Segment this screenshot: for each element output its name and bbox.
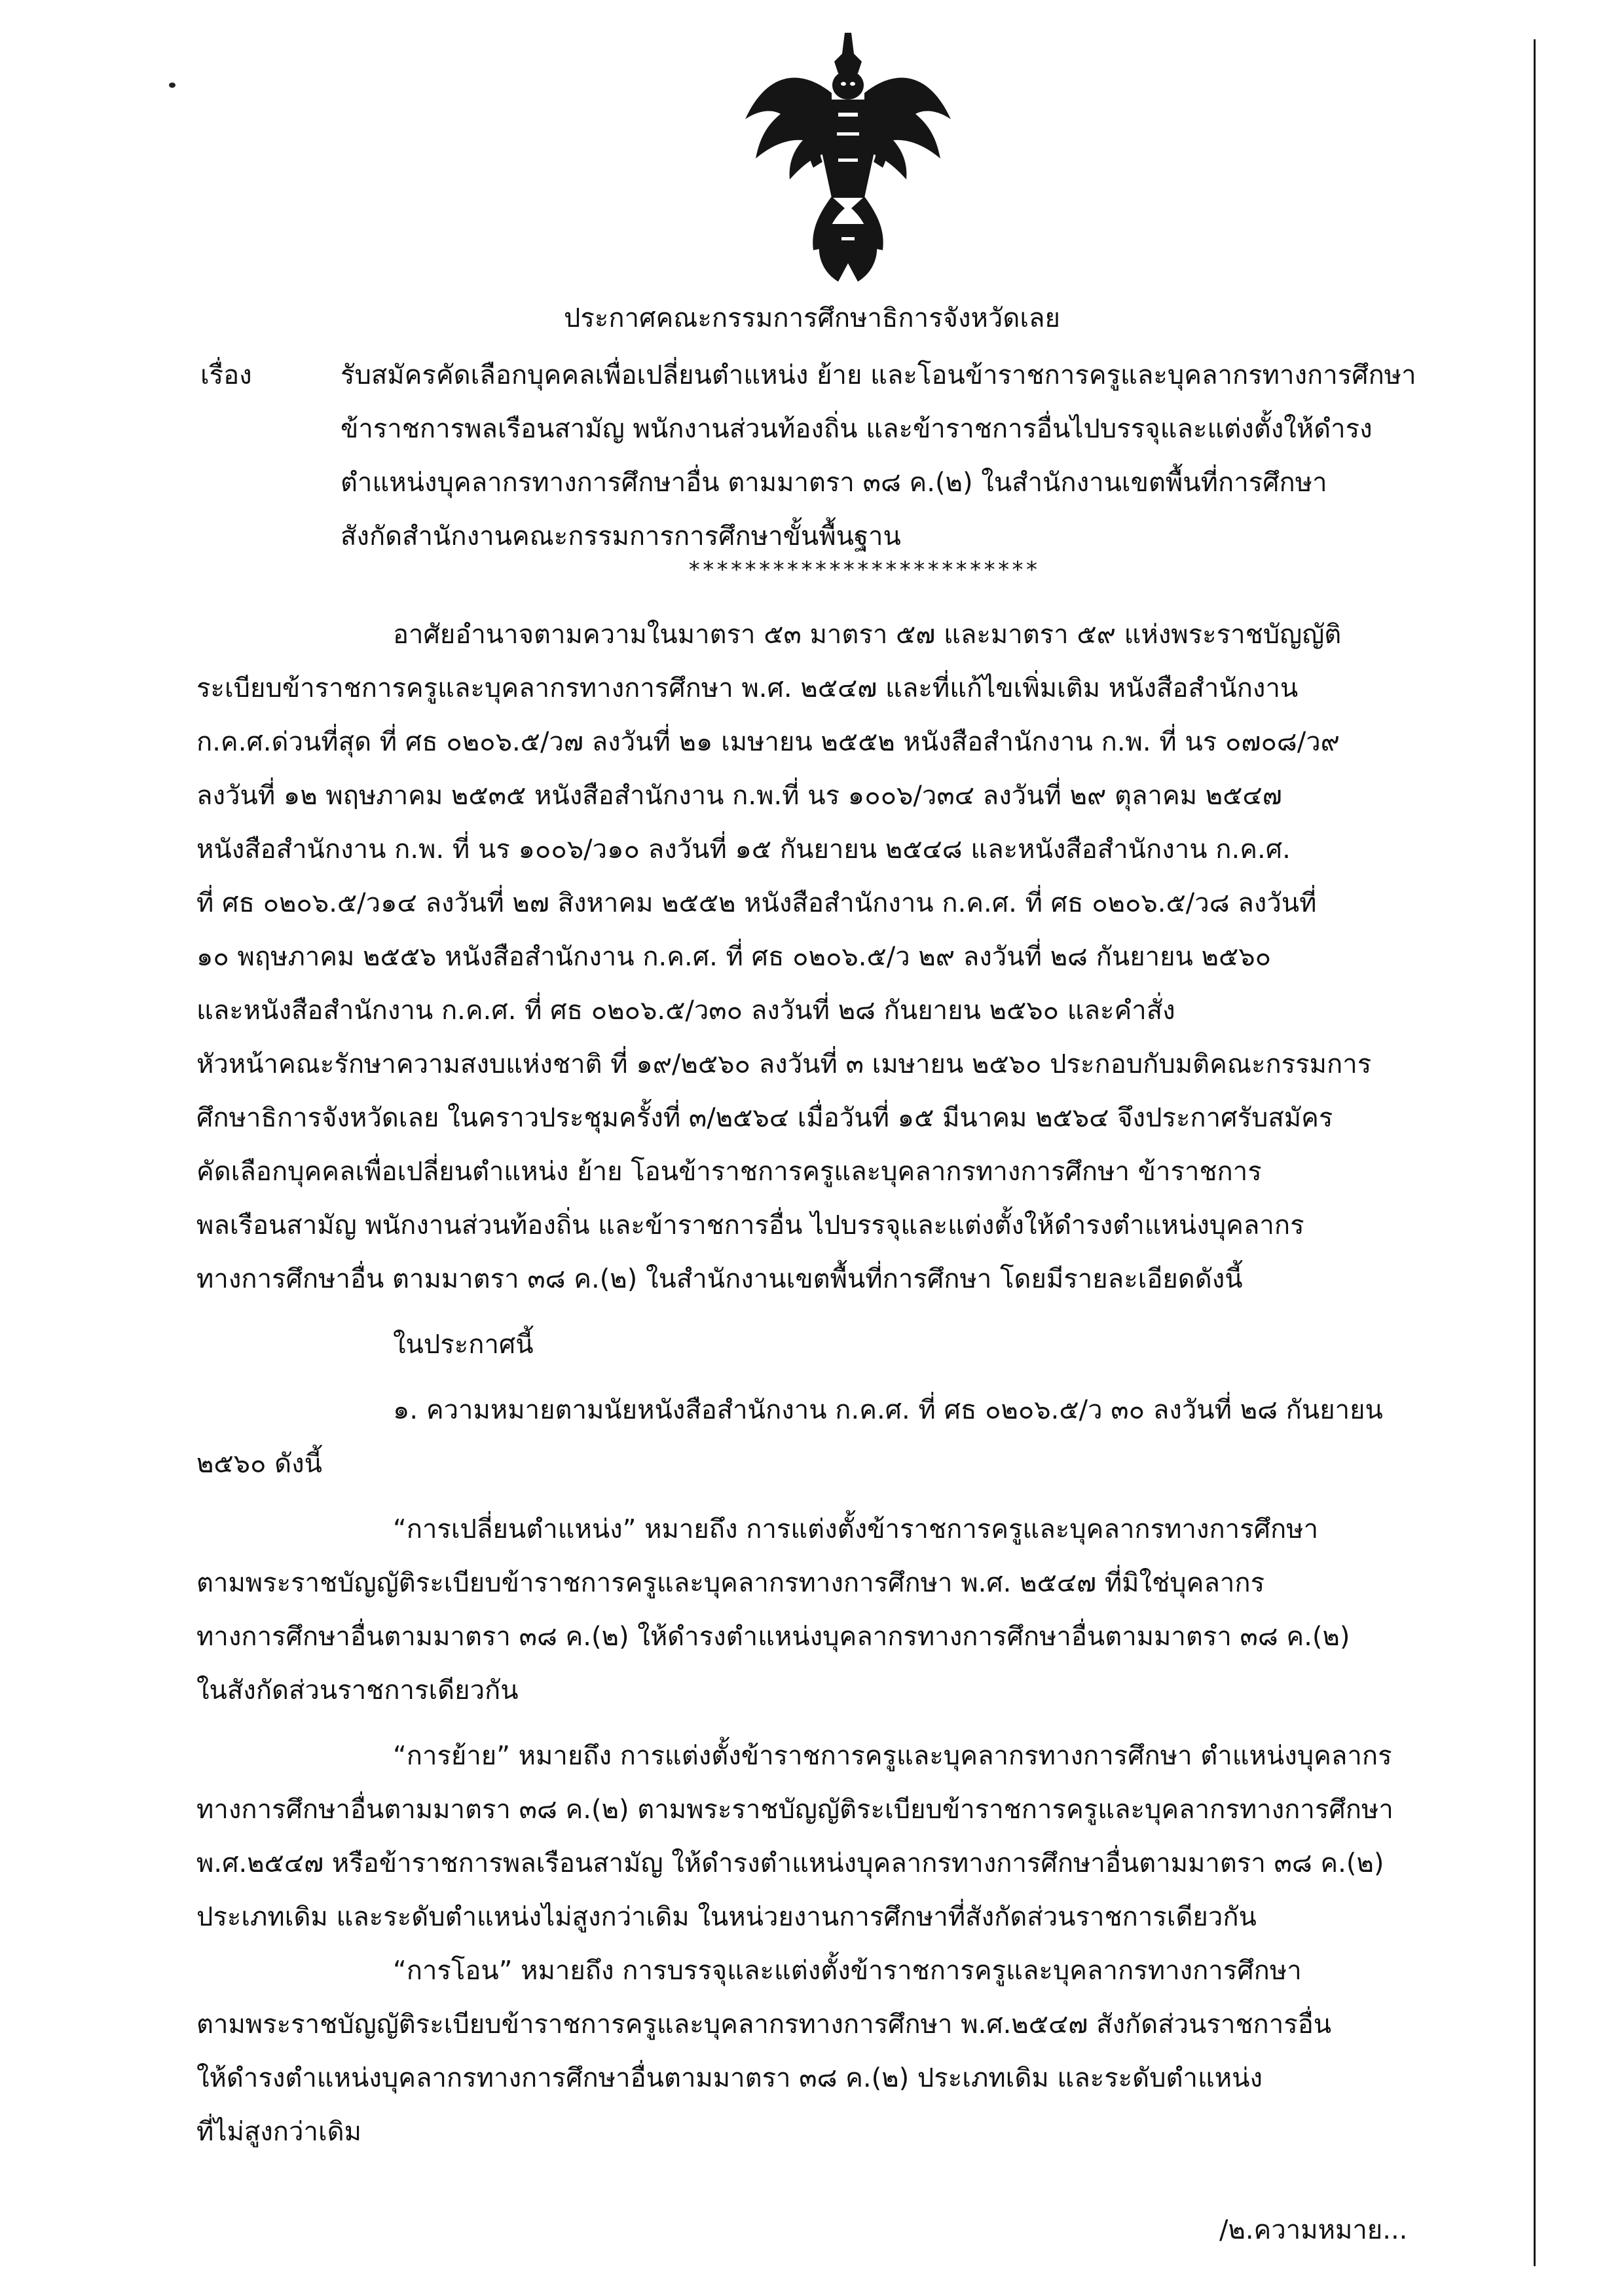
definition-line: “การย้าย” หมายถึง การแต่งตั้งข้าราชการครูและบุคลากรทางการศึกษา ตำแหน่งบุคลากร: [393, 1741, 1392, 1771]
definition-line: “การเปลี่ยนตำแหน่ง” หมายถึง การแต่งตั้งข้าราชการครูและบุคลากรทางการศึกษา: [393, 1514, 1319, 1544]
definition-line: ในสังกัดส่วนราชการเดียวกัน: [196, 1675, 519, 1706]
preamble-line: ทางการศึกษาอื่น ตามมาตรา ๓๘ ค.(๒) ในสำนักงานเขตพื้นที่การศึกษา โดยมีรายละเอียดดังนี้: [196, 1264, 1243, 1294]
subject-line: ข้าราชการพลเรือนสามัญ พนักงานส่วนท้องถิ่น และข้าราชการอื่นไปบรรจุและแต่งตั้งให้ดำรง: [341, 414, 1373, 444]
subject-label: เรื่อง: [200, 360, 252, 390]
subject-line: ตำแหน่งบุคลากรทางการศึกษาอื่น ตามมาตรา ๓๘ ค.(๒) ในสำนักงานเขตพื้นที่การศึกษา: [341, 468, 1327, 498]
subject-text: [341, 348, 1506, 563]
separator-stars: *************************: [688, 557, 1039, 583]
scan-speck: [169, 83, 175, 88]
definition-line: ทางการศึกษาอื่นตามมาตรา ๓๘ ค.(๒) ให้ดำรงตำแหน่งบุคลากรทางการศึกษาอื่นตามมาตรา ๓๘ ค.(๒): [196, 1622, 1350, 1652]
preamble-line: ระเบียบข้าราชการครูและบุคลากรทางการศึกษา พ.ศ. ๒๕๔๗ และที่แก้ไขเพิ่มเติม หนังสือสำนักงาน: [196, 673, 1299, 703]
definition-line: ที่ไม่สูงกว่าเดิม: [196, 2117, 361, 2147]
definition-line: ตามพระราชบัญญัติระเบียบข้าราชการครูและบุคลากรทางการศึกษา พ.ศ.๒๕๔๗ สังกัดส่วนราชการอื่น: [196, 2009, 1332, 2040]
preamble-line: หัวหน้าคณะรักษาความสงบแห่งชาติ ที่ ๑๙/๒๕๖๐ ลงวันที่ ๓ เมษายน ๒๕๖๐ ประกอบกับมติคณะกรรมการ: [196, 1049, 1372, 1079]
document-body: [196, 608, 1447, 2159]
subject-line: รับสมัครคัดเลือกบุคคลเพื่อเปลี่ยนตำแหน่ง ย้าย และโอนข้าราชการครูและบุคลากรทางการศึกษา: [341, 360, 1416, 390]
preamble-line: ศึกษาธิการจังหวัดเลย ในคราวประชุมครั้งที่ ๓/๒๕๖๔ เมื่อวันที่ ๑๕ มีนาคม ๒๕๖๔ จึงประกาศรับสมัคร: [196, 1103, 1333, 1133]
item-line: ๒๕๖๐ ดังนี้: [196, 1449, 323, 1479]
document-title: ประกาศคณะกรรมการศึกษาธิการจังหวัดเลย: [564, 303, 1060, 333]
preamble-line: อาศัยอำนาจตามความในมาตรา ๕๓ มาตรา ๕๗ และมาตรา ๕๙ แห่งพระราชบัญญัติ: [393, 620, 1342, 650]
preamble-line: คัดเลือกบุคคลเพื่อเปลี่ยนตำแหน่ง ย้าย โอนข้าราชการครูและบุคลากรทางการศึกษา ข้าราชการ: [196, 1157, 1262, 1187]
preamble-line: พลเรือนสามัญ พนักงานส่วนท้องถิ่น และข้าราชการอื่น ไปบรรจุและแต่งตั้งให้ดำรงตำแหน่งบุคลากร: [196, 1210, 1304, 1241]
garuda-emblem: [740, 28, 956, 283]
definition-line: ประเภทเดิม และระดับตำแหน่งไม่สูงกว่าเดิม ในหน่วยงานการศึกษาที่สังกัดส่วนราชการเดียวกัน: [196, 1902, 1257, 1932]
section-intro: ในประกาศนี้: [393, 1330, 534, 1360]
preamble-line: ก.ค.ศ.ด่วนที่สุด ที่ ศธ ๐๒๐๖.๕/ว๗ ลงวันที่ ๒๑ เมษายน ๒๕๕๒ หนังสือสำนักงาน ก.พ. ที่ นร ๐๗๐๘/ว๙: [196, 727, 1340, 757]
definition-line: ตามพระราชบัญญัติระเบียบข้าราชการครูและบุคลากรทางการศึกษา พ.ศ. ๒๕๔๗ ที่มิใช่บุคลากร: [196, 1568, 1265, 1598]
subject-line: สังกัดสำนักงานคณะกรรมการการศึกษาขั้นพื้นฐาน: [341, 521, 901, 551]
page-edge-line: [1534, 39, 1536, 2266]
preamble-line: ที่ ศธ ๐๒๐๖.๕/ว๑๔ ลงวันที่ ๒๗ สิงหาคม ๒๕๕๒ หนังสือสำนักงาน ก.ค.ศ. ที่ ศธ ๐๒๐๖.๕/ว๘ ลงวันที่: [196, 888, 1317, 918]
item-line: ๑. ความหมายตามนัยหนังสือสำนักงาน ก.ค.ศ. ที่ ศธ ๐๒๐๖.๕/ว ๓๐ ลงวันที่ ๒๘ กันยายน: [393, 1395, 1383, 1425]
definition-line: ทางการศึกษาอื่นตามมาตรา ๓๘ ค.(๒) ตามพระราชบัญญัติระเบียบข้าราชการครูและบุคลากรทางการศึกษา: [196, 1795, 1393, 1825]
preamble-line: และหนังสือสำนักงาน ก.ค.ศ. ที่ ศธ ๐๒๐๖.๕/ว๓๐ ลงวันที่ ๒๘ กันยายน ๒๕๖๐ และคำสั่ง: [196, 996, 1175, 1026]
definition-line: “การโอน” หมายถึง การบรรจุและแต่งตั้งข้าราชการครูและบุคลากรทางการศึกษา: [393, 1956, 1302, 1986]
continuation-marker: /๒.ความหมาย...: [1219, 2215, 1408, 2245]
definition-line: พ.ศ.๒๕๔๗ หรือข้าราชการพลเรือนสามัญ ให้ดำรงตำแหน่งบุคลากรทางการศึกษาอื่นตามมาตรา ๓๘ ค.(๒): [196, 1848, 1384, 1878]
preamble-line: ลงวันที่ ๑๒ พฤษภาคม ๒๕๓๕ หนังสือสำนักงาน ก.พ.ที่ นร ๑๐๐๖/ว๓๔ ลงวันที่ ๒๙ ตุลาคม ๒๕๔๗: [196, 781, 1282, 811]
preamble-line: หนังสือสำนักงาน ก.พ. ที่ นร ๑๐๐๖/ว๑๐ ลงวันที่ ๑๕ กันยายน ๒๕๔๘ และหนังสือสำนักงาน ก.ค.ศ.: [196, 834, 1291, 865]
preamble-line: ๑๐ พฤษภาคม ๒๕๕๖ หนังสือสำนักงาน ก.ค.ศ. ที่ ศธ ๐๒๐๖.๕/ว ๒๙ ลงวันที่ ๒๘ กันยายน ๒๕๖๐: [196, 942, 1272, 972]
definition-line: ให้ดำรงตำแหน่งบุคลากรทางการศึกษาอื่นตามมาตรา ๓๘ ค.(๒) ประเภทเดิม และระดับตำแหน่ง: [196, 2063, 1263, 2093]
